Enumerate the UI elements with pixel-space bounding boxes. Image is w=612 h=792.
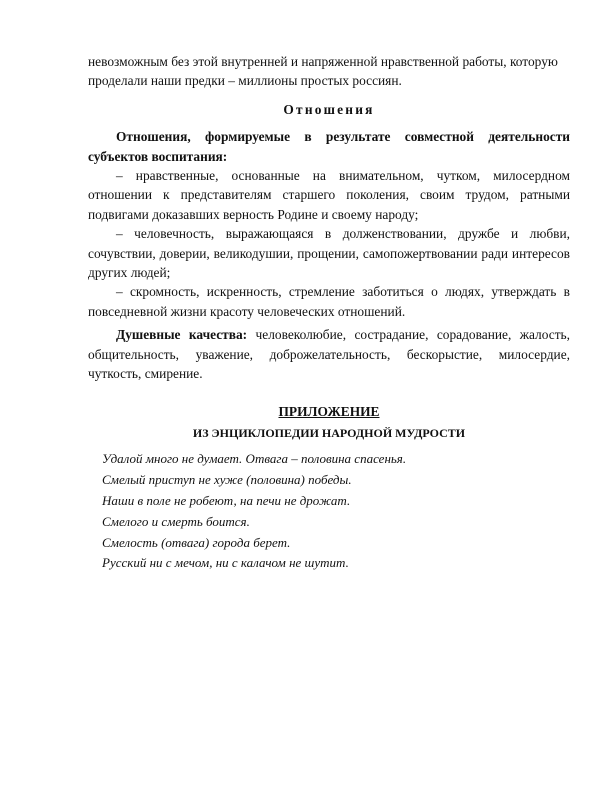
relations-item-1: – нравственные, основанные на внимательном, чутком, милосердном отношении к представителям старшего поколения, своим трудом, ратными подвигами доказавших верность Родине и своему народу; bbox=[88, 168, 570, 222]
relations-heading: Отношения, формируемые в результате совместной деятельности субъектов воспитания: bbox=[88, 129, 570, 164]
relations-item-3: – скромность, искренность, стремление заботиться о людях, утверждать в повседневной жизни красоту человеческих отношений. bbox=[88, 284, 570, 319]
appendix-title: ПРИЛОЖЕНИЕ bbox=[278, 403, 380, 419]
qualities-paragraph bbox=[88, 325, 570, 383]
proverb-item: Русский ни с мечом, ни с калачом не шутит. bbox=[102, 555, 349, 571]
proverb-item: Удалой много не думает. Отвага – половина спасенья. bbox=[102, 451, 407, 467]
appendix-subtitle: ИЗ ЭНЦИКЛОПЕДИИ НАРОДНОЙ МУДРОСТИ bbox=[192, 425, 466, 440]
intro-line-2: проделали наши предки – миллионы простых россиян. bbox=[88, 73, 402, 89]
qualities-label: Душевные качества: bbox=[116, 327, 248, 343]
section-title: Отношения bbox=[283, 101, 375, 117]
intro-line-1: невозможным без этой внутренней и напряженной нравственной работы, которую bbox=[88, 54, 558, 69]
proverb-list bbox=[102, 449, 570, 574]
relations-item-2: – человечность, выражающаяся в долженствовании, дружбе и любви, сочувствии, доверии, великодушии, прощении, самопожертвовании ради интересов других людей; bbox=[88, 226, 570, 281]
proverb-item: Смелость (отвага) города берет. bbox=[102, 534, 291, 550]
page-content bbox=[88, 52, 570, 574]
proverb-item: Смелый приступ не хуже (половина) победы. bbox=[102, 472, 352, 488]
qualities-text: человеколюбие, сострадание, сорадование, жалость, общительность, уважение, доброжелательность, бескорыстие, милосердие, чуткость, смирение. bbox=[88, 327, 570, 382]
proverb-item: Смелого и смерть боится. bbox=[102, 513, 250, 529]
intro-paragraph bbox=[88, 52, 570, 91]
proverb-item: Наши в поле не робеют, на печи не дрожат. bbox=[102, 492, 351, 508]
